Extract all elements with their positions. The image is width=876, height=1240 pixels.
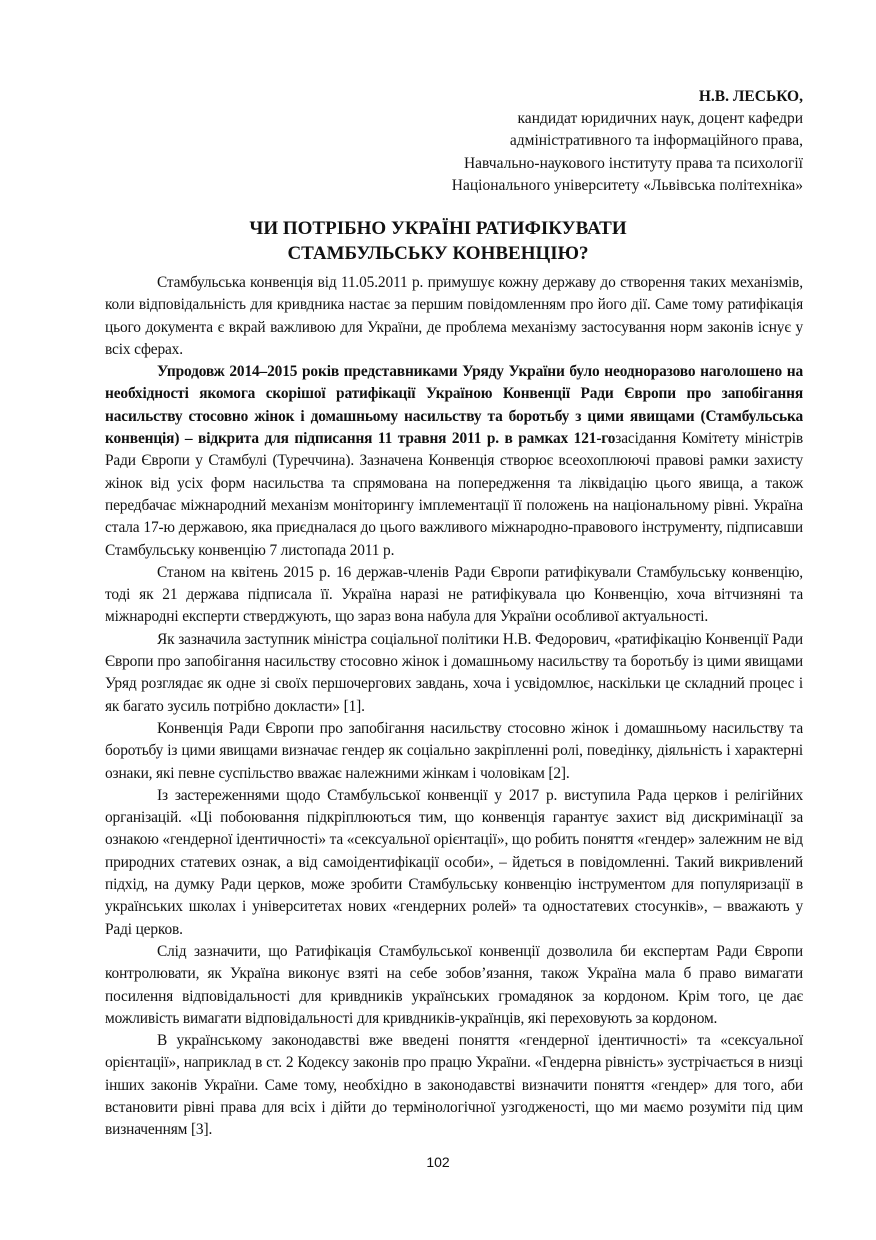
paragraph: [105, 361, 803, 562]
author-affiliation-line: адміністративного та інформаційного права,: [509, 132, 803, 150]
paragraph: В українському законодавстві вже введені поняття «гендерної ідентичності» та «сексуальної орієнтації», наприклад в ст. 2 Кодексу законів про працю України. «Гендерна рівність» зустрічається в низці інших законів України. Саме тому, необхідно в законодавстві визначити поняття «гендер» для того, аби встановити рівні права для всіх і дійти до термінологічної узгодженості, що ми маємо розуміти під цим визначенням [3].: [105, 1032, 803, 1139]
page-number: 102: [426, 1154, 450, 1170]
author-affiliation-line: Навчально-наукового інституту права та психології: [463, 154, 803, 172]
title-line: СТАМБУЛЬСЬКУ КОНВЕНЦІЮ?: [287, 243, 589, 264]
author-block: [452, 86, 803, 197]
paragraph: Стамбульська конвенція від 11.05.2011 р. примушує кожну державу до створення таких механізмів, коли відповідальність для кривдника настає за першим повідомленням про його дії. Саме тому ратифікація цього документа є вкрай важливою для України, де проблема механізму застосування норм законів існує у всіх сферах.: [105, 274, 803, 358]
article-title: [0, 216, 876, 266]
title-line: ЧИ ПОТРІБНО УКРАЇНІ РАТИФІКУВАТИ: [249, 218, 627, 239]
paragraph: Як зазначила заступник міністра соціальної політики Н.В. Федорович, «ратифікацію Конвенції Ради Європи про запобігання насильству стосовно жінок і домашньому насильству та боротьбу із цими явищами Уряд розглядає як одне зі своїх першочергових завдань, хоча і усвідомлює, наскільки це складний процес і як багато зусиль потрібно докласти» [1].: [105, 630, 803, 715]
author-affiliation-line: Національного університету «Львівська політехніка»: [451, 176, 803, 194]
author-name: Н.В. ЛЕСЬКО,: [698, 88, 803, 105]
author-affiliation-line: кандидат юридичних наук, доцент кафедри: [517, 110, 803, 128]
paragraph: Із застереженнями щодо Стамбульської конвенції у 2017 р. виступила Рада церков і релігійних організацій. «Ці побоювання підкріплюються тим, що конвенція гарантує захист від дискримінації за ознакою «гендерної ідентичності» та «сексуальної орієнтації», що робить поняття «гендер» залежним не від природних статевих ознак, а від самоідентифікації особи», – йдеться в повідомленні. Такий викривлений підхід, на думку Ради церков, може зробити Стамбульську конвенцію інструментом для популяризації в українських школах і університетах нових «гендерних ролей» та одностатевих стосунків», – вважають у Раді церков.: [105, 786, 803, 938]
article-body: [105, 272, 803, 1142]
paragraph: Слід зазначити, що Ратифікація Стамбульської конвенції дозволила би експертам Ради Європи контролювати, як Україна виконує взяті на себе зобов’язання, також Україна мала б право вимагати посилення відповідальності для кривдників українських громадянок за кордоном. Крім того, це дає можливість вимагати відповідальності для кривдників-українців, які переховують за кордоном.: [105, 942, 803, 1027]
paragraph-text: засідання Комітету міністрів Ради Європи у Стамбулі (Туреччина). Зазначена Конвенція створює всеохоплюючі правові рамки захисту жінок від усіх форм насильства та спрямована на попередження та ліквідацію цього явища, а також передбачає міжнародний механізм моніторингу імплементації її положень на національному рівні. Україна стала 17-ю державою, яка приєдналася до цього важливого міжнародно-правового інструменту, підписавши Стамбульську конвенцію 7 листопада 2011 р.: [105, 430, 803, 559]
paragraph-bold-lead: Упродовж 2014–2015 років представниками Уряду України було неодноразово наголошено на необхідності якомога скорішої ратифікації Україною Конвенції Ради Європи про запобігання насильству стосовно жінок і домашньому насильству та боротьбу з цими явищами (Стамбульська конвенція) – відкрита для підписання 11 травня 2011 р. в рамках 121-го: [105, 363, 803, 448]
paragraph: Конвенція Ради Європи про запобігання насильству стосовно жінок і домашньому насильству та боротьбу із цими явищами визначає гендер як соціально закріпленні ролі, поведінку, діяльність і характерні ознаки, які певне суспільство вважає належними жінкам і чоловікам [2].: [105, 719, 803, 782]
paragraph: Станом на квітень 2015 р. 16 держав-членів Ради Європи ратифікували Стамбульську конвенцію, тоді як 21 держава підписала її. Україна наразі не ратифікувала цю Конвенцію, хоча вітчизняні та міжнародні експерти стверджують, що зараз вона набула для України особливої актуальності.: [105, 563, 803, 626]
